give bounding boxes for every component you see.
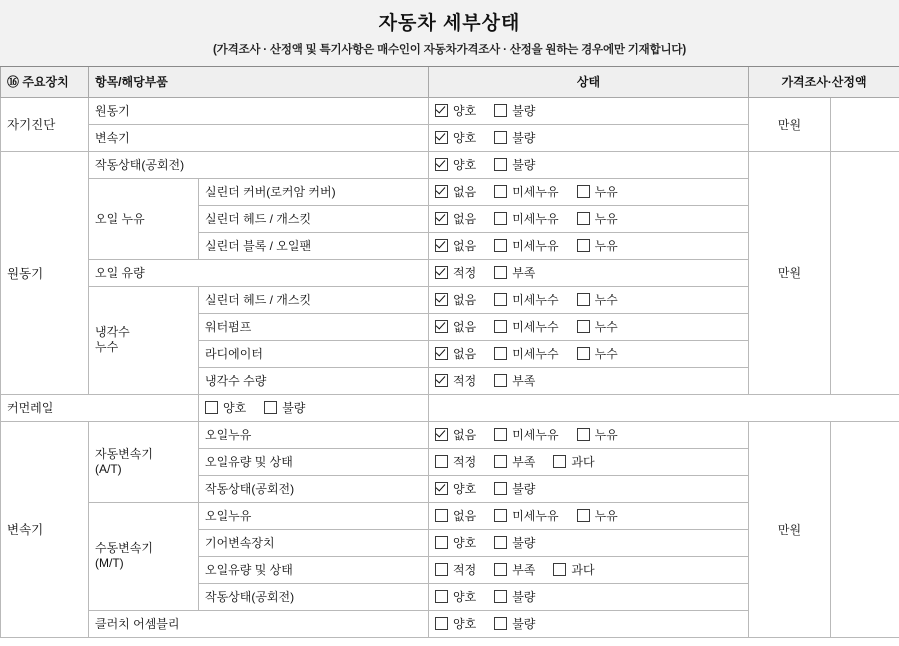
state-cell	[429, 178, 749, 205]
state-option[interactable]	[435, 266, 476, 279]
state-option[interactable]	[553, 455, 594, 468]
state-option-label: 불량	[512, 130, 536, 145]
checkbox-checked-icon[interactable]	[435, 185, 448, 198]
part-cell: 자동변속기 (A/T)	[89, 421, 199, 502]
state-option-label: 불량	[512, 535, 536, 550]
checkbox-icon[interactable]	[435, 509, 448, 522]
state-option-label: 양호	[453, 535, 477, 550]
state-option[interactable]	[435, 131, 476, 144]
price-entry-cell[interactable]	[831, 151, 899, 394]
checkbox-icon[interactable]	[553, 455, 566, 468]
subpart-cell: 실린더 블록 / 오일팬	[199, 232, 429, 259]
checkbox-icon[interactable]	[435, 455, 448, 468]
state-option-label: 없음	[453, 211, 477, 226]
checkbox-icon[interactable]	[435, 563, 448, 576]
state-option-label: 누수	[594, 346, 618, 361]
subpart-cell: 오일누유	[199, 421, 429, 448]
checkbox-icon[interactable]	[577, 239, 590, 252]
subpart-cell: 실린더 헤드 / 개스킷	[199, 205, 429, 232]
checkbox-checked-icon[interactable]	[435, 104, 448, 117]
checkbox-checked-icon[interactable]	[435, 266, 448, 279]
state-option-label: 불량	[512, 616, 536, 631]
subpart-cell: 실린더 헤드 / 개스킷	[199, 286, 429, 313]
column-header-price: 가격조사·산정액	[749, 67, 899, 97]
checkbox-icon[interactable]	[494, 617, 507, 630]
subpart-cell: 작동상태(공회전)	[199, 583, 429, 610]
checkbox-checked-icon[interactable]	[435, 347, 448, 360]
checkbox-icon[interactable]	[264, 401, 277, 414]
vehicle-condition-table	[0, 67, 899, 638]
price-cell[interactable]: 만원	[749, 97, 831, 151]
checkbox-icon[interactable]	[494, 590, 507, 603]
state-option[interactable]	[494, 131, 535, 144]
subpart-cell: 오일유량 및 상태	[199, 556, 429, 583]
part-cell: 원동기	[89, 97, 429, 124]
state-option[interactable]	[577, 212, 618, 225]
table-row	[1, 421, 899, 448]
checkbox-icon[interactable]	[494, 428, 507, 441]
state-option[interactable]	[494, 185, 558, 198]
checkbox-checked-icon[interactable]	[435, 320, 448, 333]
state-option-label: 부족	[512, 373, 536, 388]
state-option[interactable]	[435, 455, 476, 468]
state-option-label: 양호	[453, 616, 477, 631]
checkbox-checked-icon[interactable]	[435, 239, 448, 252]
state-option[interactable]	[205, 401, 246, 414]
table-row	[1, 394, 899, 421]
state-option[interactable]	[435, 104, 476, 117]
part-cell: 커먼레일	[1, 394, 199, 421]
state-option-label: 부족	[512, 265, 536, 280]
state-option[interactable]	[577, 185, 618, 198]
state-option-label: 부족	[512, 454, 536, 469]
state-option-label: 부족	[512, 562, 536, 577]
state-option[interactable]	[494, 590, 535, 603]
state-option[interactable]	[435, 212, 476, 225]
system-cell: 자기진단	[1, 97, 89, 151]
checkbox-icon[interactable]	[494, 374, 507, 387]
checkbox-checked-icon[interactable]	[435, 131, 448, 144]
price-entry-cell[interactable]	[831, 421, 899, 637]
state-option-label: 미세누유	[512, 427, 559, 442]
state-option[interactable]	[494, 239, 558, 252]
state-cell	[429, 259, 749, 286]
state-option-label: 없음	[453, 508, 477, 523]
state-option[interactable]	[494, 563, 535, 576]
state-option-label: 적정	[453, 265, 477, 280]
state-cell	[429, 583, 749, 610]
state-option-label: 없음	[453, 427, 477, 442]
checkbox-checked-icon[interactable]	[435, 428, 448, 441]
checkbox-checked-icon[interactable]	[435, 374, 448, 387]
checkbox-icon[interactable]	[494, 455, 507, 468]
state-option[interactable]	[494, 617, 535, 630]
state-option-label: 미세누유	[512, 184, 559, 199]
checkbox-icon[interactable]	[577, 293, 590, 306]
system-cell: 변속기	[1, 421, 89, 637]
state-cell	[429, 448, 749, 475]
state-cell	[429, 313, 749, 340]
state-cell	[429, 205, 749, 232]
table-row	[1, 97, 899, 124]
state-cell	[429, 367, 749, 394]
page-title: 자동차 세부상태	[378, 13, 521, 34]
checkbox-icon[interactable]	[494, 563, 507, 576]
column-header-state: 상태	[429, 67, 749, 97]
state-option[interactable]	[435, 590, 476, 603]
state-option[interactable]	[435, 293, 476, 306]
column-header-system: ⑯ 주요장치	[1, 67, 89, 97]
checkbox-icon[interactable]	[577, 347, 590, 360]
state-option[interactable]	[435, 374, 476, 387]
state-option[interactable]	[494, 347, 558, 360]
checkbox-icon[interactable]	[494, 509, 507, 522]
checkbox-icon[interactable]	[205, 401, 218, 414]
state-cell	[429, 340, 749, 367]
checkbox-icon[interactable]	[494, 158, 507, 171]
state-option[interactable]	[494, 266, 535, 279]
checkbox-icon[interactable]	[577, 320, 590, 333]
checkbox-checked-icon[interactable]	[435, 293, 448, 306]
state-option-label: 누유	[594, 211, 618, 226]
state-option-label: 누수	[594, 292, 618, 307]
state-option[interactable]	[577, 509, 618, 522]
state-option[interactable]	[494, 158, 535, 171]
state-option[interactable]	[494, 455, 535, 468]
state-option[interactable]	[435, 158, 476, 171]
state-option-label: 불량	[282, 400, 306, 415]
state-option[interactable]	[435, 239, 476, 252]
state-option-label: 적정	[453, 454, 477, 469]
subpart-cell: 냉각수 수량	[199, 367, 429, 394]
state-option[interactable]	[494, 509, 558, 522]
state-option-label: 미세누수	[512, 292, 559, 307]
subpart-cell: 오일유량 및 상태	[199, 448, 429, 475]
state-option-label: 과다	[571, 562, 595, 577]
checkbox-icon[interactable]	[577, 509, 590, 522]
state-option[interactable]	[577, 320, 618, 333]
state-option-label: 누유	[594, 184, 618, 199]
state-option-label: 없음	[453, 184, 477, 199]
state-option-label: 누유	[594, 427, 618, 442]
state-cell	[429, 610, 749, 637]
state-option-label: 없음	[453, 238, 477, 253]
state-cell	[429, 124, 749, 151]
checkbox-icon[interactable]	[494, 212, 507, 225]
state-cell	[429, 556, 749, 583]
checkbox-icon[interactable]	[494, 104, 507, 117]
state-option-label: 미세누유	[512, 238, 559, 253]
state-option[interactable]	[577, 239, 618, 252]
document-header	[0, 0, 899, 67]
state-option-label: 양호	[453, 589, 477, 604]
state-option-label: 없음	[453, 319, 477, 334]
state-option-label: 없음	[453, 346, 477, 361]
part-cell: 작동상태(공회전)	[89, 151, 429, 178]
state-option-label: 불량	[512, 589, 536, 604]
table-row	[1, 151, 899, 178]
checkbox-icon[interactable]	[435, 617, 448, 630]
state-option[interactable]	[435, 509, 476, 522]
state-option-label: 미세누유	[512, 211, 559, 226]
system-cell: 원동기	[1, 151, 89, 394]
state-option-label: 양호	[453, 481, 477, 496]
subpart-cell: 오일누유	[199, 502, 429, 529]
state-option[interactable]	[494, 293, 558, 306]
state-cell	[429, 286, 749, 313]
state-option[interactable]	[435, 428, 476, 441]
state-option[interactable]	[494, 320, 558, 333]
checkbox-icon[interactable]	[494, 239, 507, 252]
state-option[interactable]	[494, 428, 558, 441]
state-option-label: 누유	[594, 508, 618, 523]
state-option[interactable]	[494, 374, 535, 387]
checkbox-checked-icon[interactable]	[435, 212, 448, 225]
checkbox-icon[interactable]	[435, 536, 448, 549]
state-option[interactable]	[435, 482, 476, 495]
state-option[interactable]	[494, 482, 535, 495]
state-option[interactable]	[577, 347, 618, 360]
part-cell: 수동변속기 (M/T)	[89, 502, 199, 610]
state-option[interactable]	[435, 563, 476, 576]
checkbox-icon[interactable]	[494, 185, 507, 198]
state-cell	[429, 529, 749, 556]
price-cell[interactable]: 만원	[749, 421, 831, 637]
state-option-label: 과다	[571, 454, 595, 469]
checkbox-icon[interactable]	[494, 131, 507, 144]
state-option-label: 불량	[512, 157, 536, 172]
state-option[interactable]	[435, 347, 476, 360]
state-option[interactable]	[435, 320, 476, 333]
state-option[interactable]	[494, 104, 535, 117]
checkbox-icon[interactable]	[494, 266, 507, 279]
state-option-label: 양호	[453, 157, 477, 172]
state-option[interactable]	[494, 536, 535, 549]
state-option[interactable]	[264, 401, 305, 414]
state-option-label: 양호	[453, 130, 477, 145]
part-cell: 오일 누유	[89, 178, 199, 259]
state-cell	[429, 502, 749, 529]
state-option-label: 양호	[223, 400, 247, 415]
checkbox-icon[interactable]	[577, 428, 590, 441]
subpart-cell: 워터펌프	[199, 313, 429, 340]
subpart-cell: 라디에이터	[199, 340, 429, 367]
column-header-item: 항목/해당부품	[89, 67, 429, 97]
state-cell	[429, 421, 749, 448]
state-option[interactable]	[553, 563, 594, 576]
subpart-cell: 실린더 커버(로커암 커버)	[199, 178, 429, 205]
state-cell	[429, 475, 749, 502]
page-subtitle: (가격조사 · 산정액 및 특기사항은 매수인이 자동차가격조사 · 산정을 원하는 경우에만 기재합니다)	[213, 44, 686, 56]
checkbox-checked-icon[interactable]	[435, 158, 448, 171]
state-option-label: 불량	[512, 103, 536, 118]
checkbox-icon[interactable]	[553, 563, 566, 576]
table-body	[1, 97, 899, 637]
state-option-label: 미세누유	[512, 508, 559, 523]
state-option[interactable]	[577, 428, 618, 441]
state-cell	[429, 97, 749, 124]
state-option[interactable]	[494, 212, 558, 225]
checkbox-icon[interactable]	[577, 212, 590, 225]
state-option-label: 미세누수	[512, 319, 559, 334]
state-cell	[429, 151, 749, 178]
state-option[interactable]	[435, 185, 476, 198]
state-option[interactable]	[577, 293, 618, 306]
state-cell	[199, 394, 429, 421]
state-option-label: 없음	[453, 292, 477, 307]
checkbox-checked-icon[interactable]	[435, 482, 448, 495]
table-header-row	[1, 67, 899, 97]
checkbox-icon[interactable]	[577, 185, 590, 198]
state-option[interactable]	[435, 617, 476, 630]
state-option-label: 적정	[453, 373, 477, 388]
state-option-label: 불량	[512, 481, 536, 496]
checkbox-icon[interactable]	[435, 590, 448, 603]
state-option-label: 누유	[594, 238, 618, 253]
state-cell	[429, 232, 749, 259]
state-option-label: 양호	[453, 103, 477, 118]
part-cell: 냉각수 누수	[89, 286, 199, 394]
checkbox-icon[interactable]	[494, 536, 507, 549]
checkbox-icon[interactable]	[494, 320, 507, 333]
state-option-label: 누수	[594, 319, 618, 334]
price-cell[interactable]: 만원	[749, 151, 831, 394]
price-entry-cell[interactable]	[831, 97, 899, 151]
checkbox-icon[interactable]	[494, 293, 507, 306]
subpart-cell: 기어변속장치	[199, 529, 429, 556]
checkbox-icon[interactable]	[494, 347, 507, 360]
state-option[interactable]	[435, 536, 476, 549]
state-option-label: 미세누수	[512, 346, 559, 361]
checkbox-icon[interactable]	[494, 482, 507, 495]
subpart-cell: 작동상태(공회전)	[199, 475, 429, 502]
part-cell: 오일 유량	[89, 259, 429, 286]
part-cell: 변속기	[89, 124, 429, 151]
part-cell: 클러치 어셈블리	[89, 610, 429, 637]
state-option-label: 적정	[453, 562, 477, 577]
